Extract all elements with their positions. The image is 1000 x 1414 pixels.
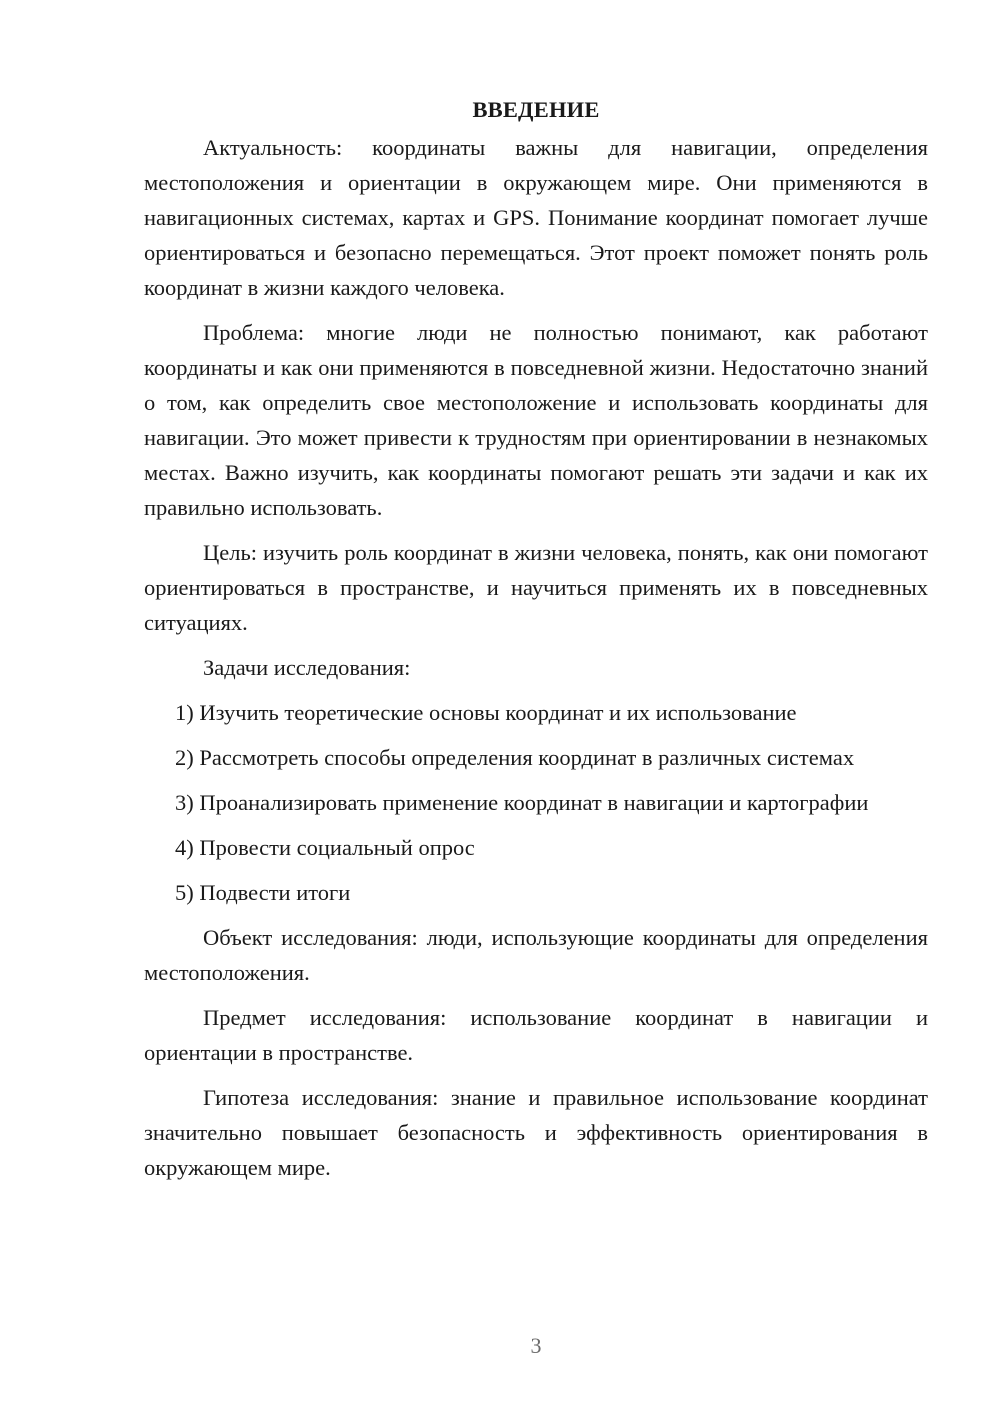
paragraph-object: Объект исследования: люди, использующие координаты для определения местоположения.	[144, 925, 928, 985]
page-number: 3	[530, 1333, 542, 1358]
paragraph-goal: Цель: изучить роль координат в жизни человека, понять, как они помогают ориентироваться в пространстве, и научиться применять их в повседневных ситуациях.	[144, 540, 928, 635]
paragraph-relevance: Актуальность: координаты важны для навигации, определения местоположения и ориентации в окружающем мире. Они применяются в навигационных системах, картах и GPS. Понимание координат помогает лучше ориентироваться и безопасно перемещаться. Этот проект поможет понять роль координат в жизни каждого человека.	[144, 135, 928, 300]
task-item-5: 5) Подвести итоги	[175, 880, 351, 905]
task-item-1: 1) Изучить теоретические основы координат и их использование	[175, 700, 797, 725]
paragraph-hypothesis: Гипотеза исследования: знание и правильное использование координат значительно повышает безопасность и эффективность ориентирования в окружающем мире.	[144, 1085, 928, 1180]
task-item-2: 2) Рассмотреть способы определения координат в различных системах	[175, 745, 855, 770]
paragraph-problem: Проблема: многие люди не полностью понимают, как работают координаты и как они применяются в повседневной жизни. Недостаточно знаний о том, как определить свое местоположение и использовать координаты для навигации. Это может привести к трудностям при ориентировании в незнакомых местах. Важно изучить, как координаты помогают решать эти задачи и как их правильно использовать.	[144, 320, 928, 520]
task-item-4: 4) Провести социальный опрос	[175, 835, 475, 860]
paragraph-tasks-title: Задачи исследования:	[203, 655, 411, 680]
task-item-3: 3) Проанализировать применение координат в навигации и картографии	[175, 790, 869, 815]
page-title: ВВЕДЕНИЕ	[472, 97, 600, 122]
text-column	[144, 94, 928, 1195]
paragraph-subject: Предмет исследования: использование координат в навигации и ориентации в пространстве.	[144, 1005, 928, 1065]
